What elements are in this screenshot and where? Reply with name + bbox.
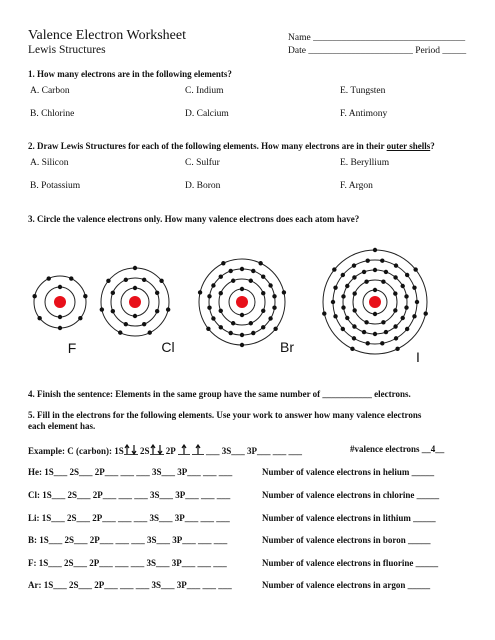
nucleus (369, 296, 381, 308)
electron[interactable] (380, 258, 384, 262)
question-2-underlined: outer shells (386, 141, 431, 151)
atom-f (32, 276, 87, 356)
config-row[interactable]: B: 1S___ 2S___ 2P___ ___ ___ 3S___ 3P___ ___ ___ (28, 535, 228, 545)
question-1: 1. How many electrons are in the following elements? (28, 69, 232, 79)
electron[interactable] (133, 314, 137, 318)
electron[interactable] (251, 331, 255, 335)
electron[interactable] (261, 309, 265, 313)
electron[interactable] (221, 261, 225, 265)
electron[interactable] (393, 275, 397, 279)
electron[interactable] (100, 307, 104, 311)
electron[interactable] (207, 294, 211, 298)
electron[interactable] (364, 320, 368, 324)
electron[interactable] (341, 305, 345, 309)
name-blank[interactable]: ________________________________ (313, 33, 466, 43)
electron[interactable] (124, 278, 128, 282)
electron[interactable] (261, 275, 265, 279)
electron[interactable] (373, 332, 377, 336)
config-row[interactable]: Ar: 1S___ 2S___ 2P___ ___ ___ 3S___ 3P___ ___ ___ (28, 580, 232, 590)
electron[interactable] (219, 291, 223, 295)
up-down-arrows-icon (124, 444, 138, 455)
electron[interactable] (58, 315, 62, 319)
valence-question[interactable]: Number of valence electrons in lithium _____ (262, 513, 436, 523)
atom-symbol: Cl (161, 339, 175, 355)
electron[interactable] (333, 285, 337, 289)
electron[interactable] (341, 327, 345, 331)
config-row[interactable]: Li: 1S___ 2S___ 2P___ ___ ___ 3S___ 3P___ ___ ___ (28, 513, 230, 523)
electron[interactable] (32, 294, 36, 298)
atom-symbol: F (67, 340, 77, 356)
electron[interactable] (219, 275, 223, 279)
q2-option: B. Potassium (30, 181, 81, 191)
up-arrow-icon (178, 444, 190, 455)
electron[interactable] (118, 330, 122, 334)
electron[interactable] (166, 307, 170, 311)
q2-option: A. Silicon (30, 158, 69, 168)
electron[interactable] (394, 263, 398, 267)
q2-option: F. Argon (340, 181, 373, 191)
electron[interactable] (381, 320, 385, 324)
electron[interactable] (268, 316, 272, 320)
electron[interactable] (219, 325, 223, 329)
electron[interactable] (240, 313, 244, 317)
atom-symbol: Br (280, 339, 294, 355)
name-label: Name (288, 33, 311, 43)
electron[interactable] (395, 347, 399, 351)
electron[interactable] (155, 309, 159, 313)
config-row[interactable]: Cl: 1S___ 2S___ 2P___ ___ ___ 3S___ 3P___ ___ ___ (28, 490, 231, 500)
q2-option: D. Boron (185, 181, 221, 191)
example-valence: #valence electrons __4__ (350, 444, 445, 454)
electron[interactable] (133, 286, 137, 290)
electron[interactable] (401, 284, 405, 288)
electron[interactable] (211, 316, 215, 320)
electron[interactable] (341, 273, 345, 277)
electron[interactable] (78, 316, 82, 320)
electron[interactable] (58, 285, 62, 289)
example-2p: 2P (165, 446, 176, 456)
electron[interactable] (231, 321, 235, 325)
electron[interactable] (352, 336, 356, 340)
electron[interactable] (412, 314, 416, 318)
electron[interactable] (362, 330, 366, 334)
electron[interactable] (350, 347, 354, 351)
period-blank[interactable]: _____ (442, 46, 467, 56)
electron[interactable] (341, 294, 345, 298)
electron[interactable] (404, 305, 408, 309)
electron[interactable] (69, 276, 73, 280)
date-blank[interactable]: ______________________ (308, 46, 413, 56)
valence-question[interactable]: Number of valence electrons in fluorine _____ (262, 558, 439, 568)
electron[interactable] (352, 291, 356, 295)
electron[interactable] (345, 316, 349, 320)
valence-question[interactable]: Number of valence electrons in argon _____ (262, 580, 431, 590)
electron[interactable] (111, 309, 115, 313)
period-label: Period (415, 46, 440, 56)
q1-option: A. Carbon (30, 86, 70, 96)
q1-option: E. Tungsten (340, 86, 386, 96)
electron[interactable] (240, 343, 244, 347)
electron[interactable] (352, 263, 356, 267)
example-tail: ___ 3S___ 3P___ ___ ___ (206, 446, 303, 456)
electron[interactable] (272, 306, 276, 310)
electron[interactable] (366, 258, 370, 262)
electron[interactable] (124, 322, 128, 326)
electron[interactable] (380, 341, 384, 345)
q1-option: C. Indium (185, 86, 224, 96)
electron[interactable] (272, 294, 276, 298)
electron[interactable] (206, 327, 210, 331)
valence-question[interactable]: Number of valence electrons in chlorine _____ (262, 490, 440, 500)
electron[interactable] (251, 269, 255, 273)
electron[interactable] (373, 248, 377, 252)
atom-i (322, 248, 428, 365)
valence-question[interactable]: Number of valence electrons in helium _____ (262, 467, 435, 477)
electron[interactable] (345, 284, 349, 288)
electron[interactable] (240, 287, 244, 291)
electron[interactable] (273, 327, 277, 331)
q1-option: B. Chlorine (30, 109, 75, 119)
question-5-line2: each element has. (28, 421, 96, 431)
question-2-text: 2. Draw Lewis Structures for each of the following elements. How many electrons are in their (28, 141, 387, 151)
name-field[interactable] (288, 33, 465, 43)
date-label: Date (288, 46, 306, 56)
electron[interactable] (142, 278, 146, 282)
electron[interactable] (155, 291, 159, 295)
atom-br (198, 259, 294, 355)
electron[interactable] (352, 324, 356, 328)
example-2s: 2S (140, 446, 150, 456)
electron[interactable] (219, 309, 223, 313)
electron[interactable] (268, 283, 272, 287)
electron[interactable] (258, 261, 262, 265)
electron[interactable] (58, 326, 62, 330)
electron[interactable] (332, 267, 336, 271)
electron[interactable] (405, 327, 409, 331)
q1-option: D. Calcium (185, 109, 229, 119)
electron[interactable] (393, 308, 397, 312)
question-4: 4. Finish the sentence: Elements in the same group have the same number of ___________ electrons. (28, 389, 411, 399)
electron[interactable] (261, 325, 265, 329)
date-period-field[interactable] (288, 46, 466, 56)
question-2-end: ? (430, 141, 435, 151)
electron[interactable] (352, 308, 356, 312)
config-row[interactable]: He: 1S___ 2S___ 2P___ ___ ___ 3S___ 3P___ ___ ___ (28, 467, 233, 477)
nucleus (129, 296, 141, 308)
electron[interactable] (240, 267, 244, 271)
electron[interactable] (211, 283, 215, 287)
electron[interactable] (404, 294, 408, 298)
electron[interactable] (249, 321, 253, 325)
electron[interactable] (373, 268, 377, 272)
bohr-diagrams (0, 235, 495, 375)
electron[interactable] (394, 336, 398, 340)
example-prefix: Example: C (carbon): 1S (28, 446, 124, 456)
electron[interactable] (159, 279, 163, 283)
electron[interactable] (412, 285, 416, 289)
example-config (28, 444, 302, 456)
electron[interactable] (106, 279, 110, 283)
electron[interactable] (415, 300, 419, 304)
electron[interactable] (373, 288, 377, 292)
electron[interactable] (333, 314, 337, 318)
electron[interactable] (352, 275, 356, 279)
electron[interactable] (231, 279, 235, 283)
electron[interactable] (198, 290, 202, 294)
electron[interactable] (322, 311, 326, 315)
nucleus (236, 296, 248, 308)
electron[interactable] (47, 276, 51, 280)
electron[interactable] (405, 273, 409, 277)
up-arrow-icon (192, 444, 204, 455)
question-5-line1: 5. Fill in the electrons for the following elements. Use your work to answer how many valence electrons (28, 410, 422, 420)
worksheet-title: Valence Electron Worksheet (28, 28, 186, 43)
electron[interactable] (142, 322, 146, 326)
electron[interactable] (413, 267, 417, 271)
electron[interactable] (37, 316, 41, 320)
electron[interactable] (240, 333, 244, 337)
electron[interactable] (282, 290, 286, 294)
up-down-arrows-icon (150, 444, 164, 455)
electron[interactable] (83, 294, 87, 298)
electron[interactable] (393, 324, 397, 328)
q2-option: E. Beryllium (340, 158, 390, 168)
question-3: 3. Circle the valence electrons only. How many valence electrons does each atom have? (28, 214, 360, 224)
question-2 (28, 141, 435, 151)
electron[interactable] (111, 291, 115, 295)
electron[interactable] (381, 279, 385, 283)
electron[interactable] (401, 316, 405, 320)
electron[interactable] (384, 330, 388, 334)
electron[interactable] (393, 291, 397, 295)
electron[interactable] (366, 341, 370, 345)
electron[interactable] (249, 279, 253, 283)
electron[interactable] (362, 270, 366, 274)
electron[interactable] (424, 311, 428, 315)
config-row[interactable]: F: 1S___ 2S___ 2P___ ___ ___ 3S___ 3P___ ___ ___ (28, 558, 227, 568)
electron[interactable] (148, 330, 152, 334)
electron[interactable] (229, 331, 233, 335)
worksheet-subtitle: Lewis Structures (28, 44, 106, 56)
electron[interactable] (384, 270, 388, 274)
electron[interactable] (364, 279, 368, 283)
electron[interactable] (133, 266, 137, 270)
electron[interactable] (261, 291, 265, 295)
electron[interactable] (229, 269, 233, 273)
q2-option: C. Sulfur (185, 158, 220, 168)
electron[interactable] (207, 306, 211, 310)
valence-question[interactable]: Number of valence electrons in boron _____ (262, 535, 431, 545)
atom-symbol: I (416, 349, 420, 365)
electron[interactable] (331, 300, 335, 304)
nucleus (54, 296, 66, 308)
electron[interactable] (373, 312, 377, 316)
q1-option: F. Antimony (340, 109, 388, 119)
atom-cl (100, 266, 175, 355)
